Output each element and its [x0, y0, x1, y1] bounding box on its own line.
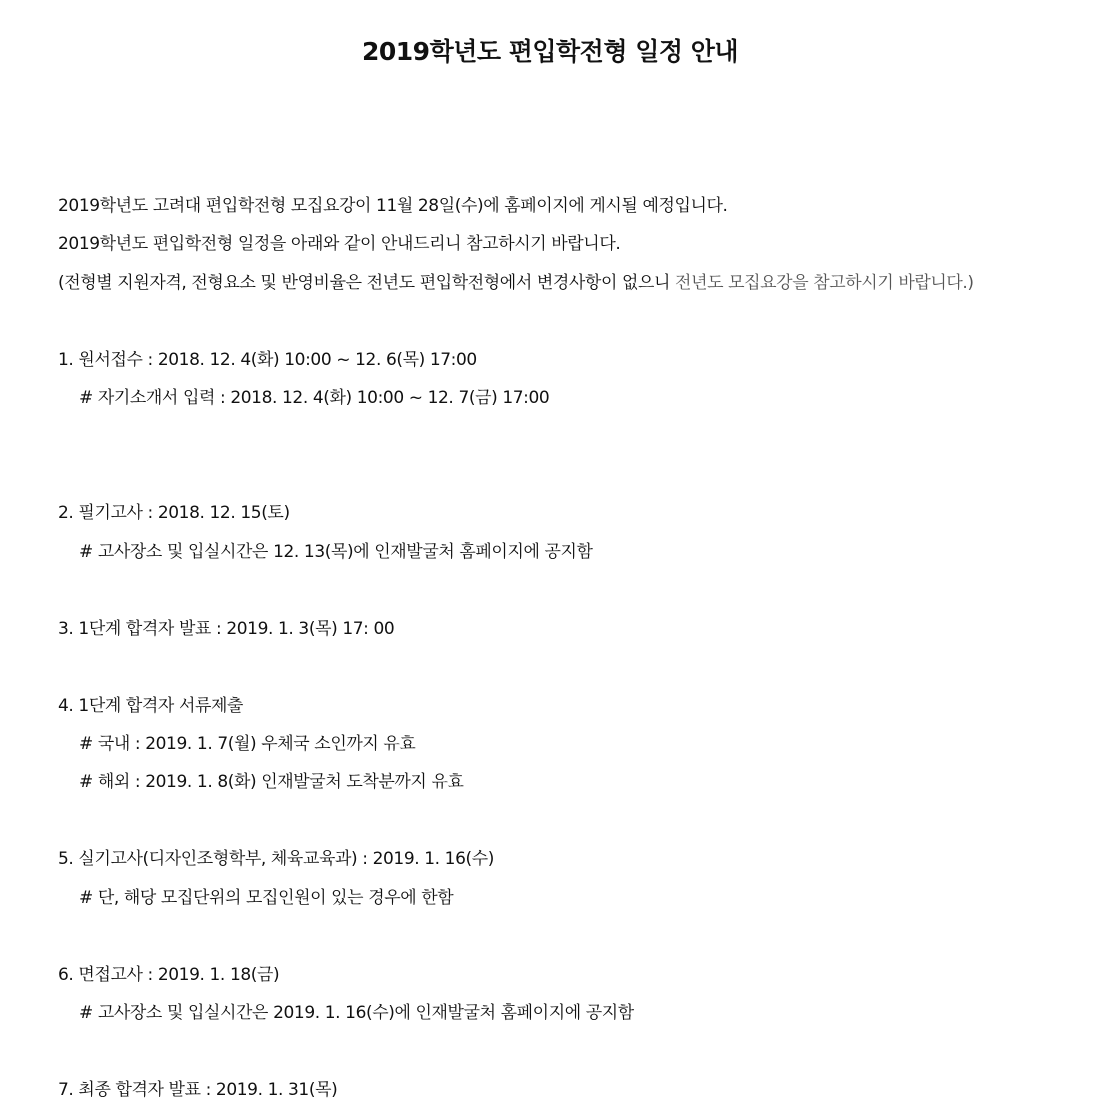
intro-line-3: [58, 264, 1068, 302]
intro-line-3-gray: 전년도 모집요강을 참고하시기 바랍니다.): [675, 272, 974, 293]
schedule-item-2: 2. 필기고사 : 2018. 12. 15(토): [58, 503, 290, 524]
notice-body: [58, 187, 1068, 1109]
schedule-item-1: 1. 원서접수 : 2018. 12. 4(화) 10:00 ~ 12. 6(목) 17:00: [58, 349, 477, 370]
schedule-item-7: 7. 최종 합격자 발표 : 2019. 1. 31(목): [58, 1079, 338, 1100]
schedule-item-2-note: # 고사장소 및 입실시간은 12. 13(목)에 인재발굴처 홈페이지에 공지함: [79, 541, 593, 562]
schedule-item-6-note: # 고사장소 및 입실시간은 2019. 1. 16(수)에 인재발굴처 홈페이지에 공지함: [79, 1002, 634, 1023]
intro-line-2: 2019학년도 편입학전형 일정을 아래와 같이 안내드리니 참고하시기 바랍니다.: [58, 234, 621, 255]
page-title: 2019학년도 편입학전형 일정 안내: [362, 37, 738, 66]
intro-line-3-main: (전형별 지원자격, 전형요소 및 반영비율은 전년도 편입학전형에서 변경사항이 없으니: [58, 272, 676, 293]
schedule-item-5-note: # 단, 해당 모집단위의 모집인원이 있는 경우에 한함: [79, 887, 454, 908]
schedule-item-3: 3. 1단계 합격자 발표 : 2019. 1. 3(목) 17: 00: [58, 618, 395, 639]
intro-line-1: 2019학년도 고려대 편입학전형 모집요강이 11월 28일(수)에 홈페이지에 게시될 예정입니다.: [58, 196, 728, 216]
schedule-item-5: 5. 실기고사(디자인조형학부, 체육교육과) : 2019. 1. 16(수): [58, 849, 494, 870]
schedule-item-6: 6. 면접고사 : 2019. 1. 18(금): [58, 964, 280, 985]
schedule-item-4-note-2: # 해외 : 2019. 1. 8(화) 인재발굴처 도착분까지 유효: [79, 772, 464, 793]
schedule-item-4-note-1: # 국내 : 2019. 1. 7(월) 우체국 소인까지 유효: [79, 734, 416, 755]
schedule-item-1-note: # 자기소개서 입력 : 2018. 12. 4(화) 10:00 ~ 12. 7(금) 17:00: [79, 388, 550, 409]
schedule-item-4: 4. 1단계 합격자 서류제출: [58, 695, 244, 716]
